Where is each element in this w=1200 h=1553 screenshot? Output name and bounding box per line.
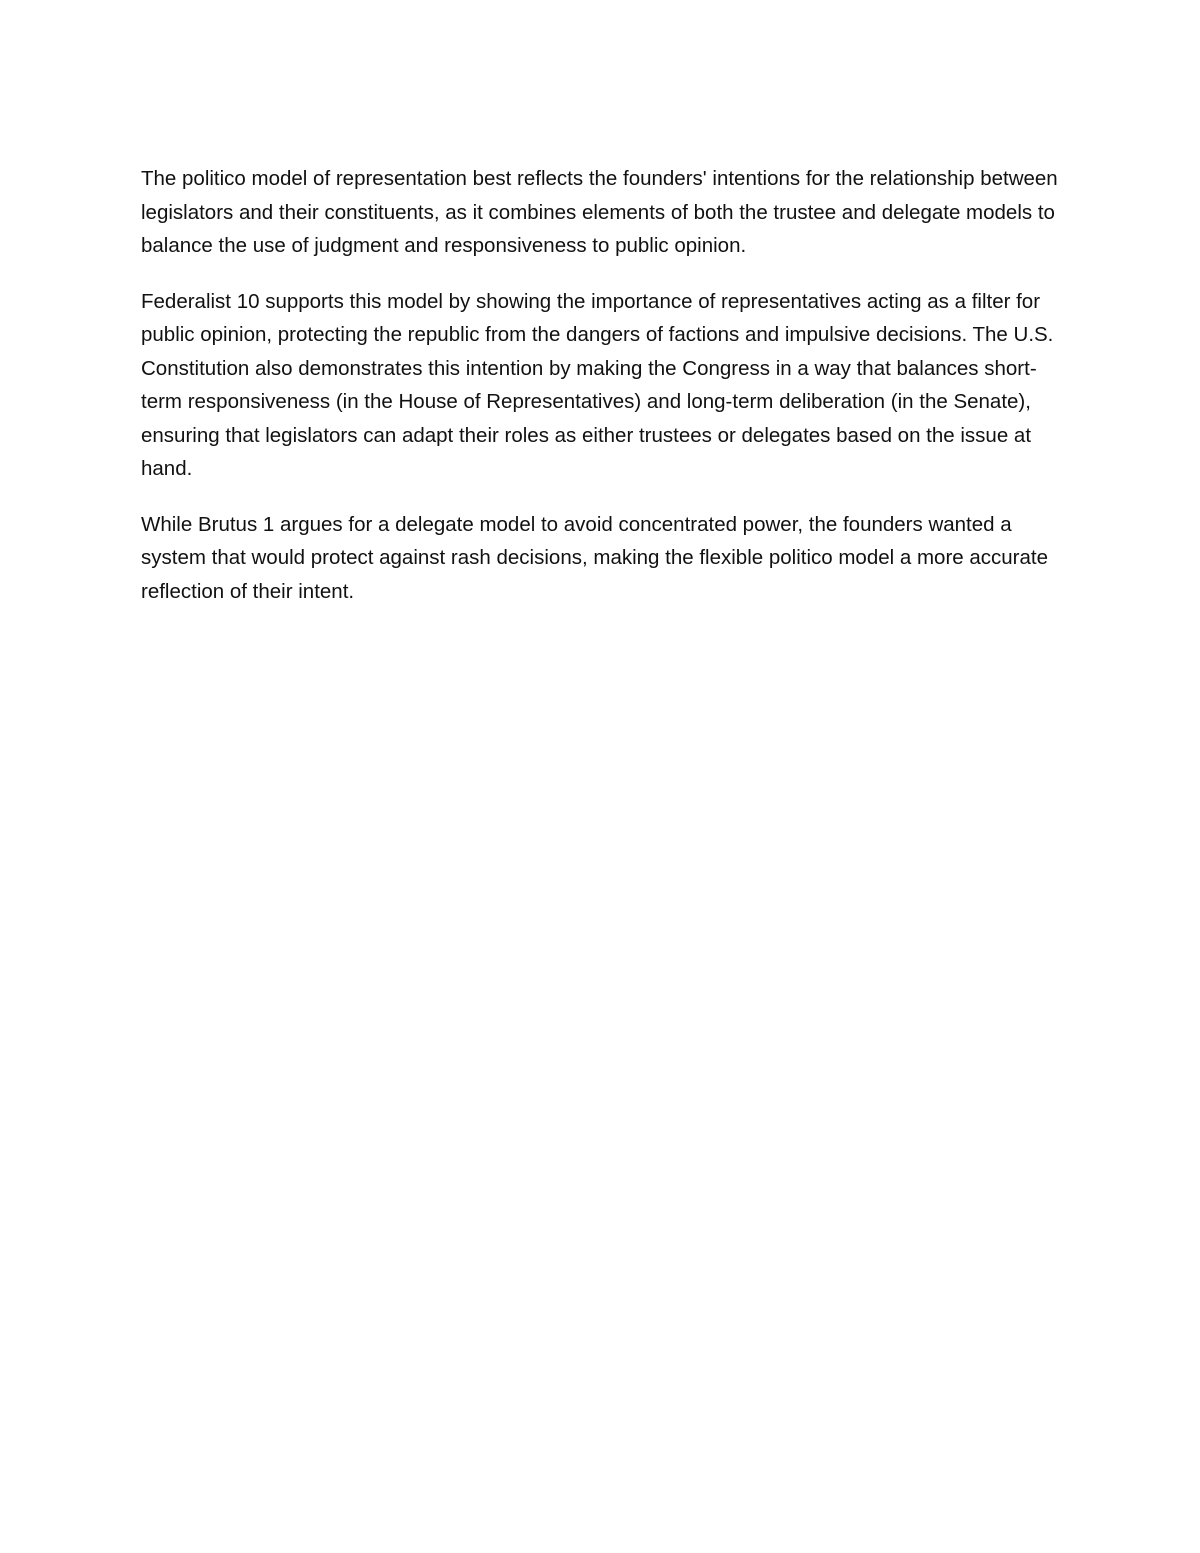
paragraph-thesis: The politico model of representation best reflects the founders' intentions for the relationship between legislators and their constituents, as it combines elements of both the trustee and delegate models to balance the use of judgment and responsiveness to public opinion. [141,167,1058,257]
paragraph-rebuttal: While Brutus 1 argues for a delegate model to avoid concentrated power, the founders wanted a system that would protect against rash decisions, making the flexible politico model a more accurate reflection of their intent. [141,512,1049,603]
document-body [141,162,1066,630]
paragraph-evidence: Federalist 10 supports this model by showing the importance of representatives acting as a filter for public opinion, protecting the republic from the dangers of factions and impulsive decisions. The U.S. Constitution also demonstrates this intention by making the Congress in a way that balances short-term responsiveness (in the House of Representatives) and long-term deliberation (in the Senate), ensuring that legislators can adapt their roles as either trustees or delegates based on the issue at hand. [141,289,1054,480]
